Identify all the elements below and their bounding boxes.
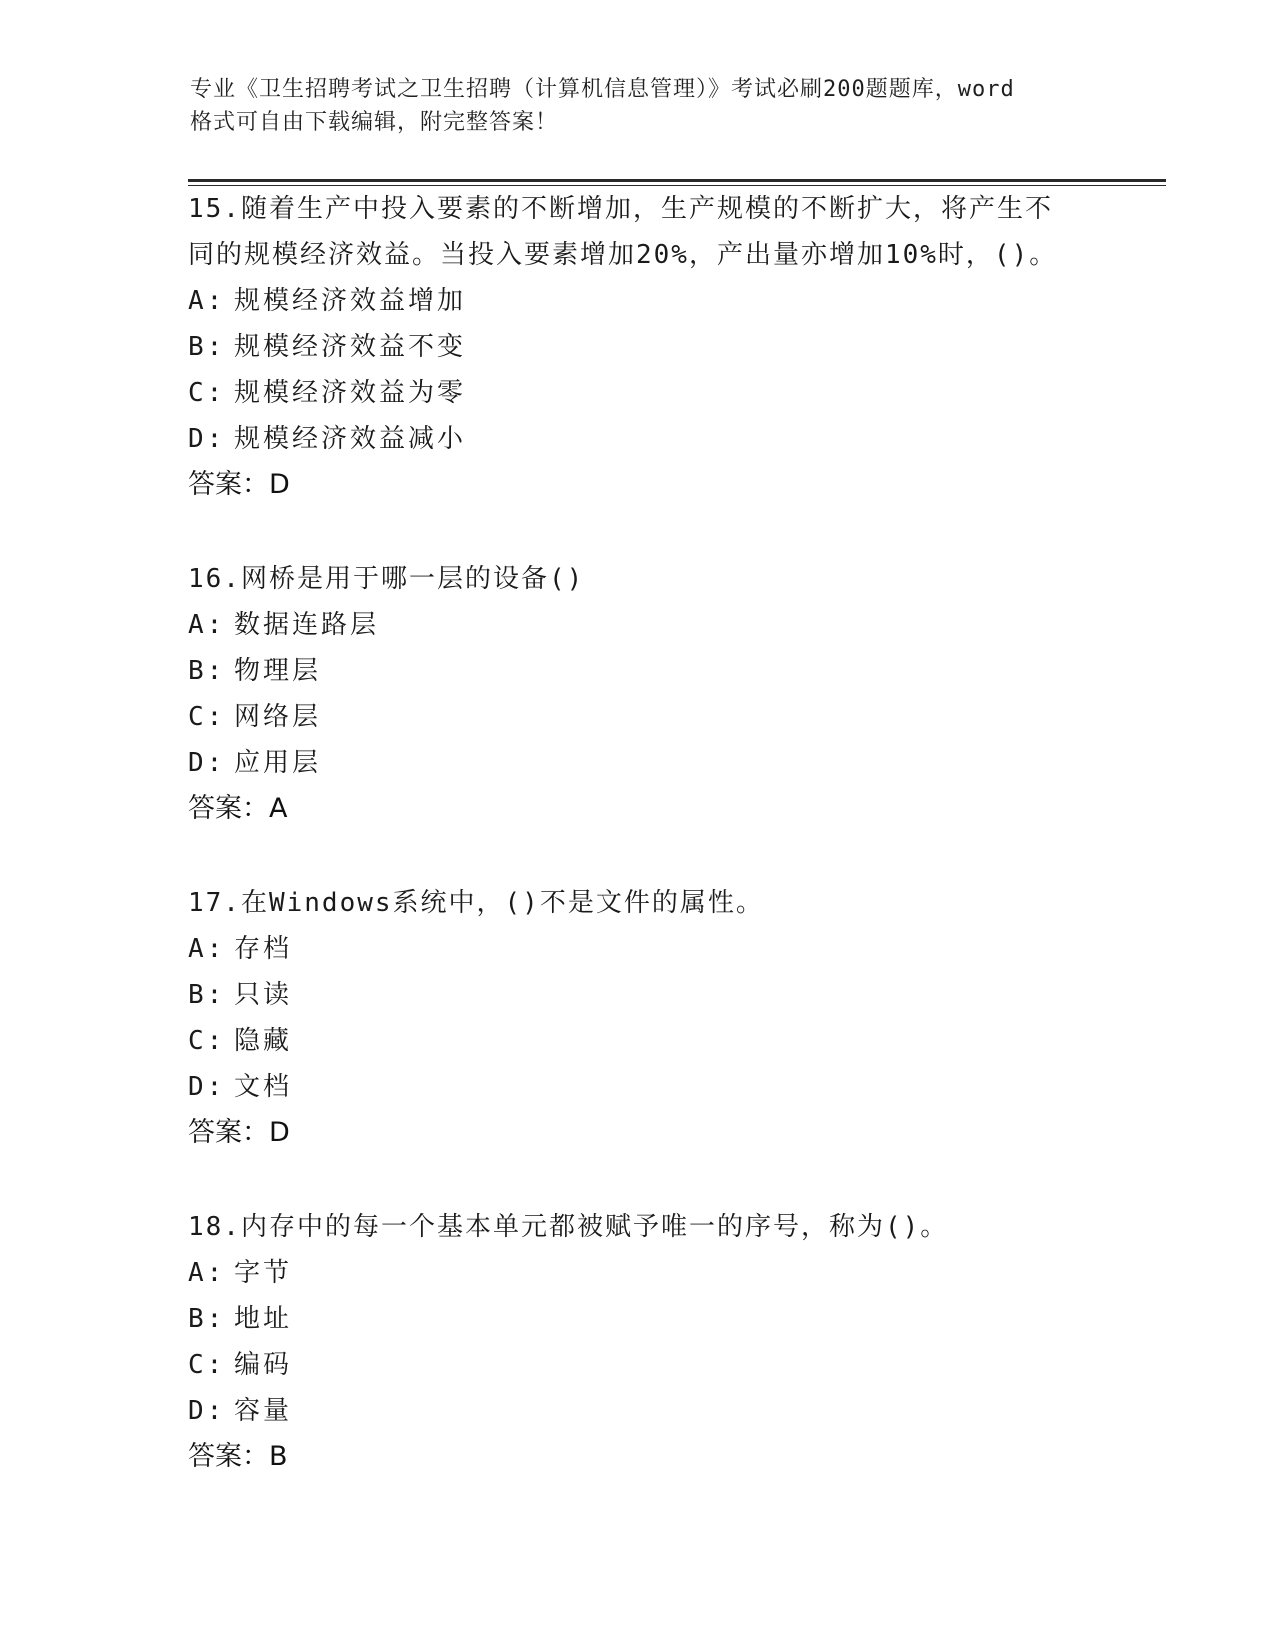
option-key: A: <box>188 610 226 640</box>
option-text: 数据连路层 <box>234 610 380 640</box>
option-c <box>188 370 1148 416</box>
option-text: 网络层 <box>234 702 322 732</box>
option-a <box>188 278 1148 324</box>
question-stem-line: 16.网桥是用于哪一层的设备() <box>188 564 585 594</box>
option-b <box>188 648 1148 694</box>
option-key: C: <box>188 1350 226 1380</box>
option-key: D: <box>188 1396 226 1426</box>
option-b <box>188 1296 1148 1342</box>
option-b <box>188 972 1148 1018</box>
option-text: 物理层 <box>234 656 322 686</box>
question-stem-line: 同的规模经济效益。当投入要素增加20%，产出量亦增加10%时，()。 <box>188 240 1058 270</box>
option-c <box>188 694 1148 740</box>
answer-line: 答案：D <box>188 469 290 500</box>
option-d <box>188 416 1148 462</box>
option-text: 应用层 <box>234 748 322 778</box>
option-d <box>188 1388 1148 1434</box>
option-key: A: <box>188 1258 226 1288</box>
option-key: C: <box>188 702 226 732</box>
option-a <box>188 1250 1148 1296</box>
question-16 <box>188 556 1148 832</box>
option-c <box>188 1018 1148 1064</box>
answer-line: 答案：D <box>188 1117 290 1148</box>
option-text: 地址 <box>234 1304 293 1334</box>
question-stem-line: 18.内存中的每一个基本单元都被赋予唯一的序号，称为()。 <box>188 1212 949 1242</box>
document-header <box>190 73 1090 139</box>
option-a <box>188 926 1148 972</box>
option-key: B: <box>188 980 226 1010</box>
question-stem-line: 17.在Windows系统中，()不是文件的属性。 <box>188 888 764 918</box>
option-key: C: <box>188 1026 226 1056</box>
option-key: D: <box>188 424 226 454</box>
header-title-line-1: 专业《卫生招聘考试之卫生招聘（计算机信息管理）》考试必刷200题题库，word <box>190 77 1015 102</box>
option-key: B: <box>188 332 226 362</box>
option-text: 隐藏 <box>234 1026 293 1056</box>
option-key: C: <box>188 378 226 408</box>
option-d <box>188 740 1148 786</box>
option-key: B: <box>188 656 226 686</box>
option-text: 规模经济效益为零 <box>234 378 467 408</box>
question-15 <box>188 186 1148 508</box>
option-text: 容量 <box>234 1396 293 1426</box>
option-text: 文档 <box>234 1072 293 1102</box>
question-18 <box>188 1204 1148 1480</box>
header-title-line-2: 格式可自由下载编辑，附完整答案！ <box>190 110 559 135</box>
option-key: D: <box>188 748 226 778</box>
answer-line: 答案：A <box>188 793 288 824</box>
option-c <box>188 1342 1148 1388</box>
option-text: 编码 <box>234 1350 293 1380</box>
answer-line: 答案：B <box>188 1441 288 1472</box>
option-key: B: <box>188 1304 226 1334</box>
option-key: A: <box>188 934 226 964</box>
option-text: 字节 <box>234 1258 293 1288</box>
option-text: 规模经济效益减小 <box>234 424 467 454</box>
option-key: D: <box>188 1072 226 1102</box>
option-text: 只读 <box>234 980 293 1010</box>
option-a <box>188 602 1148 648</box>
option-b <box>188 324 1148 370</box>
option-text: 存档 <box>234 934 293 964</box>
header-divider-thick <box>188 179 1166 182</box>
option-text: 规模经济效益不变 <box>234 332 467 362</box>
option-d <box>188 1064 1148 1110</box>
question-stem-line: 15.随着生产中投入要素的不断增加，生产规模的不断扩大，将产生不 <box>188 194 1053 224</box>
option-text: 规模经济效益增加 <box>234 286 467 316</box>
option-key: A: <box>188 286 226 316</box>
question-17 <box>188 880 1148 1156</box>
